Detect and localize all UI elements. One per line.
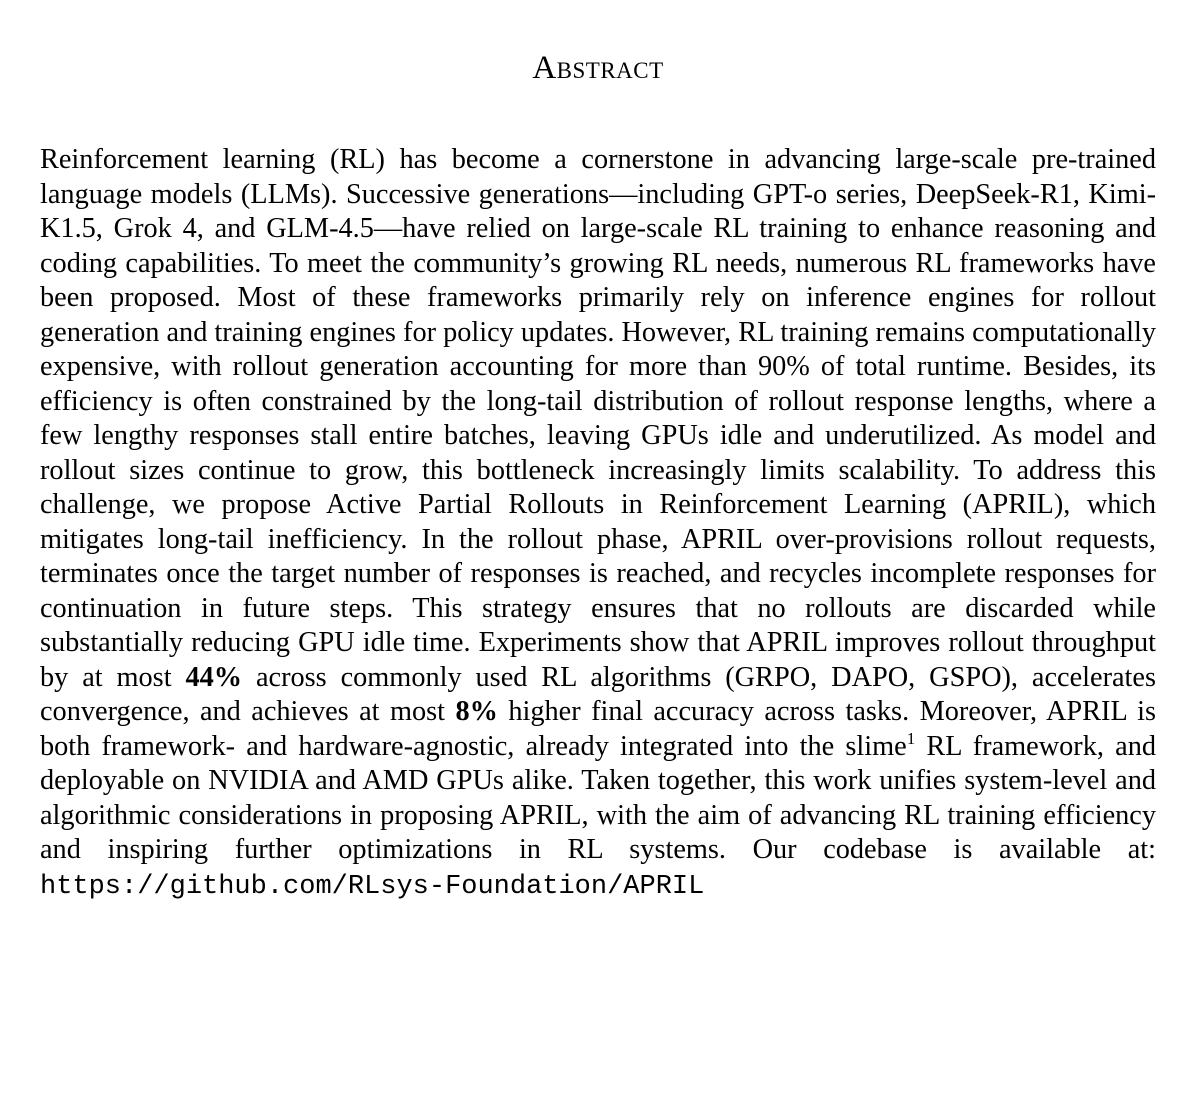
abstract-paragraph: [40, 143, 1156, 904]
throughput-gain-value: 44%: [185, 661, 243, 693]
paper-page: [40, 0, 1156, 904]
abstract-text-part-4: RL framework, and deployable on NVIDIA and AMD GPUs alike. Taken together, this work unifies system-level and algorithmic considerations in proposing APRIL, with the aim of advancing RL training efficiency and inspiring further optimizations in RL systems. Our codebase is available at:: [40, 730, 1156, 865]
abstract-text-part-2: across commonly used RL algorithms (GRPO, DAPO, GSPO), accelerates convergence, and achieves at most: [40, 661, 1156, 727]
codebase-link[interactable]: https://github.com/RLsys-Foundation/APRIL: [40, 871, 705, 902]
abstract-text-part-3: higher final accuracy across tasks. Moreover, APRIL is both framework- and hardware-agnostic, already integrated into the slime: [40, 696, 1156, 762]
abstract-heading: Abstract: [532, 50, 664, 86]
abstract-text-part-1: Reinforcement learning (RL) has become a cornerstone in advancing large-scale pre-trained language models (LLMs). Successive generations—including GPT-o series, DeepSeek-R1, Kimi-K1.5, Grok 4, and GLM-4.5—have relied on large-scale RL training to enhance reasoning and coding capabilities. To meet the community’s growing RL needs, numerous RL frameworks have been proposed. Most of these frameworks primarily rely on inference engines for rollout generation and training engines for policy updates. However, RL training remains computationally expensive, with rollout generation accounting for more than 90% of total runtime. Besides, its efficiency is often constrained by the long-tail distribution of rollout response lengths, where a few lengthy responses stall entire batches, leaving GPUs idle and underutilized. As model and rollout sizes continue to grow, this bottleneck increasingly limits scalability. To address this challenge, we propose Active Partial Rollouts in Reinforcement Learning (APRIL), which mitigates long-tail inefficiency. In the rollout phase, APRIL over-provisions rollout requests, terminates once the target number of responses is reached, and recycles incomplete responses for continuation in future steps. This strategy ensures that no rollouts are discarded while substantially reducing GPU idle time. Experiments show that APRIL improves rollout throughput by at most: [40, 144, 1157, 693]
accuracy-gain-value: 8%: [455, 696, 498, 727]
footnote-marker[interactable]: 1: [906, 728, 916, 748]
